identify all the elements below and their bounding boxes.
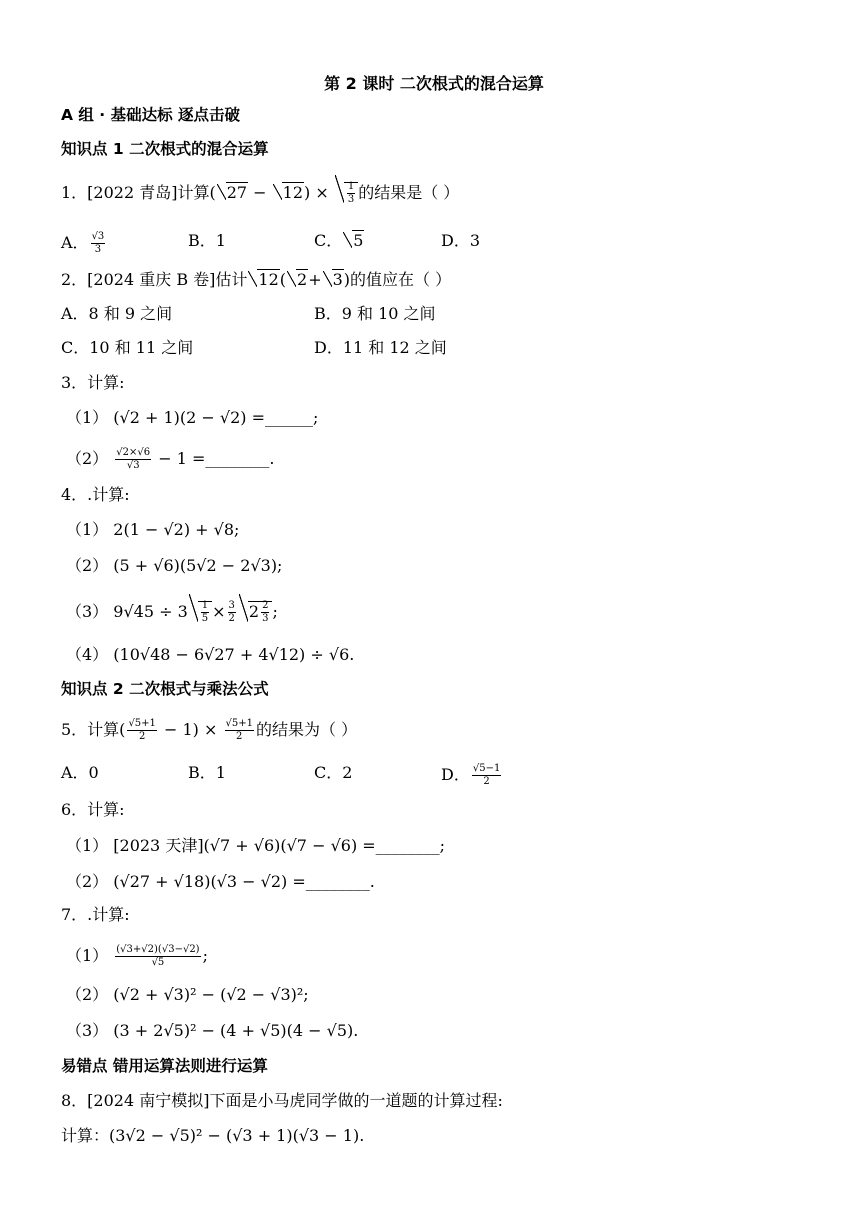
q4-p3-end: ;: [272, 602, 278, 621]
q4-part-2: （2） (5 + √6)(5√2 − 2√3);: [66, 556, 283, 575]
q4-head: 4．.计算:: [61, 485, 130, 504]
q4-p3-frac1-num: 1: [201, 600, 209, 611]
q5-option-c: C．2: [314, 763, 353, 782]
q4-part-4: （4） (10√48 − 6√27 + 4√12) ÷ √6.: [66, 645, 355, 664]
q4-part-1: （1） 2(1 − √2) + √8;: [66, 520, 240, 539]
q2-option-c: C．10 和 11 之间: [61, 338, 194, 357]
q1-frac-den: 3: [347, 194, 355, 205]
q2-option-b: B．9 和 10 之间: [314, 304, 436, 323]
q1-prefix: 1．[2022 青岛]计算(: [61, 183, 216, 202]
q2-plus: +: [308, 270, 322, 289]
q5-frac2-num: √5+1: [225, 718, 253, 729]
q4-p3-frac2-den: 2: [228, 613, 235, 624]
q7-p1-den: √5: [151, 957, 165, 968]
q6-part-1: （1） [2023 天津](√7 + √6)(√7 − √6) =________;: [66, 836, 446, 855]
q1-option-c-label: C．: [314, 231, 343, 250]
q2-radicand-a: 12: [258, 270, 279, 289]
q3-p2-suffix: − 1 =________.: [153, 449, 275, 468]
q1-option-d: D．3: [441, 231, 481, 250]
q7-head: 7．.计算:: [61, 905, 130, 924]
q3-p1-label: （1）: [66, 408, 109, 427]
page-title: 第 2 课时 二次根式的混合运算: [324, 74, 544, 93]
q3-p1-expr: (√2 + 1)(2 − √2) =______;: [113, 408, 319, 427]
q7-p1-label: （1）: [66, 946, 109, 965]
q5-frac1-den: 2: [138, 731, 146, 742]
knowledge-point-2-heading: 知识点 2 二次根式与乘法公式: [61, 680, 269, 698]
q3-p2-label: （2）: [66, 449, 109, 468]
q4-p3-frac1-den: 5: [201, 613, 209, 624]
q6-head: 6．计算:: [61, 800, 125, 819]
q1-times: ) ×: [304, 183, 334, 202]
q4-p3-frac3-den: 3: [262, 613, 269, 624]
question-2: [61, 270, 451, 290]
q3-part-2: [66, 447, 274, 472]
q1-option-c-value: 5: [353, 231, 364, 250]
q1-radicand-b: 12: [282, 183, 304, 202]
q1-option-b: B．1: [188, 231, 226, 250]
q7-part-2: （2） (√2 + √3)² − (√2 − √3)²;: [66, 985, 309, 1004]
q4-p3-label: （3） 9√45 ÷ 3: [66, 602, 188, 621]
q1-option-c: [314, 231, 364, 251]
q5-mid: − 1) ×: [158, 720, 223, 739]
q7-p1-num: (√3+√2)(√3−√2): [116, 944, 200, 955]
q1-option-a-den: 3: [94, 244, 102, 255]
question-1: [61, 181, 459, 206]
q3-p2-den: √3: [126, 460, 140, 471]
q1-frac-num: 1: [347, 181, 355, 192]
q4-p3-times: ×: [212, 602, 226, 621]
q2-prefix: 2．[2024 重庆 B 卷]估计: [61, 270, 248, 289]
q2-option-d: D．11 和 12 之间: [314, 338, 447, 357]
q2-radicand-b: 2: [297, 270, 308, 289]
q5-frac1-num: √5+1: [128, 718, 156, 729]
q1-radicand-a: 27: [226, 183, 248, 202]
q2-radicand-c: 3: [332, 270, 343, 289]
q2-paren: (: [279, 270, 287, 289]
q2-suffix: )的值应在（ ）: [343, 270, 452, 289]
q2-option-a: A．8 和 9 之间: [61, 304, 173, 323]
q1-suffix: 的结果是（ ）: [358, 183, 460, 202]
q5-option-a: A．0: [61, 763, 99, 782]
q5-option-d-label: D．: [441, 765, 470, 784]
q8-line-1: 8．[2024 南宁模拟]下面是小马虎同学做的一道题的计算过程:: [61, 1091, 503, 1110]
q1-option-a: [61, 231, 107, 256]
q1-option-a-label: A．: [61, 233, 89, 252]
q7-part-3: （3） (3 + 2√5)² − (4 + √5)(4 − √5).: [66, 1021, 359, 1040]
q5-frac2-den: 2: [236, 731, 243, 742]
q1-option-a-num: √3: [91, 231, 105, 242]
q4-part-3: [66, 600, 278, 625]
q8-line-2: 计算：(3√2 − √5)² − (√3 + 1)(√3 − 1).: [61, 1126, 365, 1145]
q4-p3-frac2-num: 3: [228, 600, 235, 611]
q7-p1-end: ;: [202, 946, 208, 965]
q5-suffix: 的结果为（ ）: [255, 720, 358, 739]
question-5: [61, 718, 357, 743]
q4-p3-whole: 2: [248, 602, 260, 621]
q5-prefix: 5．计算(: [61, 720, 126, 739]
q4-p3-frac3-num: 2: [262, 600, 269, 611]
q5-option-b: B．1: [188, 763, 226, 782]
knowledge-point-1-heading: 知识点 1 二次根式的混合运算: [61, 140, 269, 158]
q3-part-1: [66, 408, 318, 428]
q3-p2-num: √2×√6: [116, 447, 151, 458]
q7-part-1: [66, 944, 208, 969]
group-heading: A 组 · 基础达标 逐点击破: [61, 106, 240, 124]
q5-option-d: [441, 763, 503, 788]
q3-head: 3．计算:: [61, 373, 125, 392]
q5-option-d-den: 2: [483, 776, 490, 787]
error-point-heading: 易错点 错用运算法则进行运算: [61, 1057, 268, 1075]
q6-part-2: （2） (√27 + √18)(√3 − √2) =________.: [66, 872, 375, 891]
q5-option-d-num: √5−1: [472, 763, 501, 774]
q1-minus: −: [248, 183, 272, 202]
